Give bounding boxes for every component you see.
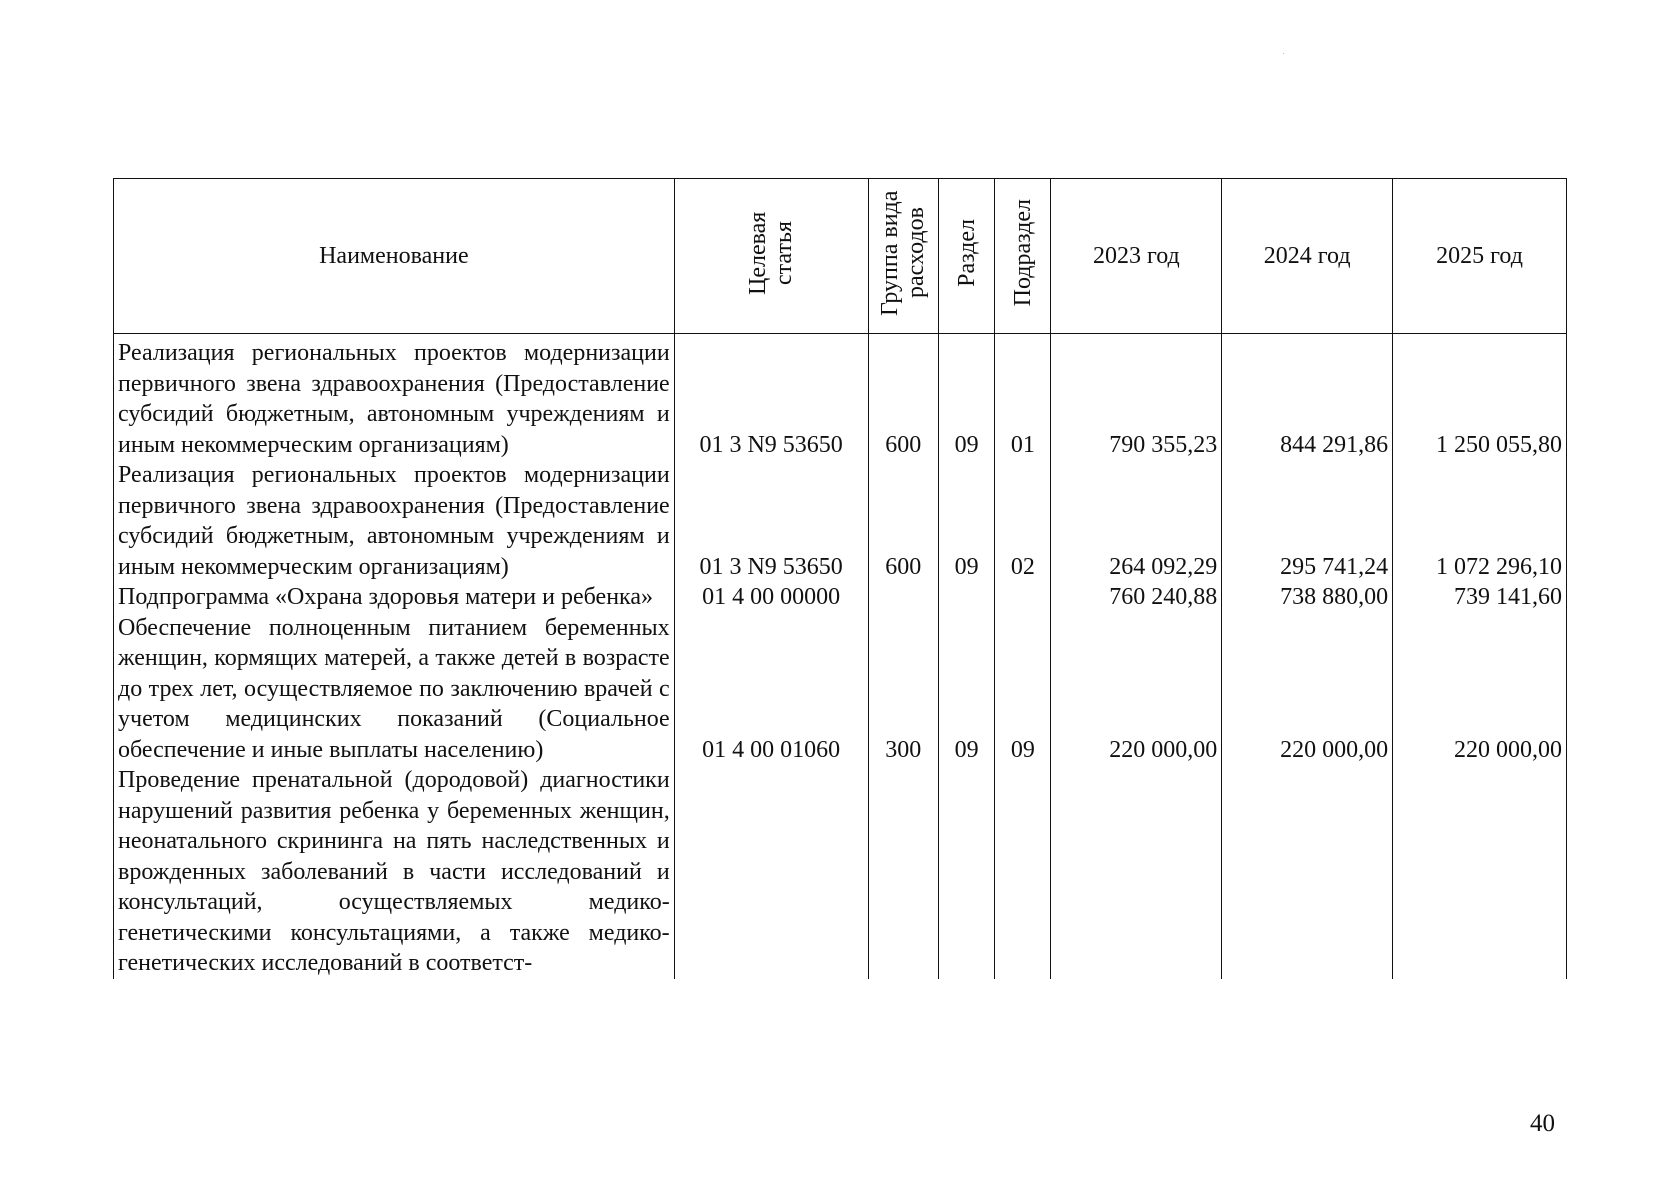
- budget-table: [113, 178, 1567, 979]
- row-2023: 790 355,23: [1051, 334, 1222, 461]
- header-2024: 2024 год: [1222, 179, 1393, 334]
- row-2025: [1393, 765, 1567, 979]
- table-row: [114, 460, 1567, 582]
- row-subsection: [995, 582, 1051, 613]
- table-header: [114, 179, 1567, 334]
- row-subsection: 02: [995, 460, 1051, 582]
- header-name: Наименование: [114, 179, 675, 334]
- row-section: 09: [938, 334, 994, 461]
- row-subsection: 09: [995, 613, 1051, 766]
- table-row: [114, 765, 1567, 979]
- row-name: Реализация региональных проектов модернизации первичного звена здравоохранения (Предоставление субсидий бюджетным, автономным учреждениям и иным некоммерческим организациям): [114, 460, 675, 582]
- row-section: [938, 765, 994, 979]
- row-name: Обеспечение полноценным питанием беременных женщин, кормящих матерей, а также детей в возрасте до трех лет, осуществляемое по заключению врачей с учетом медицинских показаний (Социальное обеспечение и иные выплаты населению): [114, 613, 675, 766]
- row-2024: 220 000,00: [1222, 613, 1393, 766]
- row-subsection: 01: [995, 334, 1051, 461]
- row-expense-group: 600: [868, 334, 938, 461]
- row-target-article: 01 4 00 01060: [674, 613, 868, 766]
- page-number: 40: [1530, 1110, 1555, 1137]
- row-2023: 264 092,29: [1051, 460, 1222, 582]
- scan-artifact: [1283, 53, 1284, 54]
- row-section: 09: [938, 460, 994, 582]
- header-2025: 2025 год: [1393, 179, 1567, 334]
- header-2023: 2023 год: [1051, 179, 1222, 334]
- row-name: Проведение пренатальной (дородовой) диагностики нарушений развития ребенка у беременных женщин, неонатального скрининга на пять наследственных и врожденных заболеваний в части исследований и консультаций, осуществляемых медико-генетическими консультациями, а также медико-генетических исследований в соответст-: [114, 765, 675, 979]
- row-expense-group: 300: [868, 613, 938, 766]
- row-2023: 220 000,00: [1051, 613, 1222, 766]
- row-expense-group: 600: [868, 460, 938, 582]
- header-row: [114, 179, 1567, 334]
- row-2023: [1051, 765, 1222, 979]
- row-expense-group: [868, 582, 938, 613]
- row-2024: 844 291,86: [1222, 334, 1393, 461]
- row-2024: [1222, 765, 1393, 979]
- header-expense-group: Группа вида расходов: [868, 179, 938, 334]
- row-expense-group: [868, 765, 938, 979]
- row-target-article: [674, 765, 868, 979]
- row-2025: 739 141,60: [1393, 582, 1567, 613]
- row-2024: 738 880,00: [1222, 582, 1393, 613]
- row-subsection: [995, 765, 1051, 979]
- row-target-article: 01 3 N9 53650: [674, 460, 868, 582]
- table-row: [114, 334, 1567, 461]
- header-target-article: Целевая статья: [674, 179, 868, 334]
- row-target-article: 01 4 00 00000: [674, 582, 868, 613]
- row-2025: 1 072 296,10: [1393, 460, 1567, 582]
- header-subsection: Подраздел: [995, 179, 1051, 334]
- row-name: Подпрограмма «Охрана здоровья матери и ребенка»: [114, 582, 675, 613]
- table-row: [114, 613, 1567, 766]
- row-name: Реализация региональных проектов модернизации первичного звена здравоохранения (Предоставление субсидий бюджетным, автономным учреждениям и иным некоммерческим организациям): [114, 334, 675, 461]
- table-row: [114, 582, 1567, 613]
- row-section: [938, 582, 994, 613]
- row-section: 09: [938, 613, 994, 766]
- row-2023: 760 240,88: [1051, 582, 1222, 613]
- row-2024: 295 741,24: [1222, 460, 1393, 582]
- row-2025: 1 250 055,80: [1393, 334, 1567, 461]
- row-target-article: 01 3 N9 53650: [674, 334, 868, 461]
- table-body: [114, 334, 1567, 979]
- row-2025: 220 000,00: [1393, 613, 1567, 766]
- header-section: Раздел: [938, 179, 994, 334]
